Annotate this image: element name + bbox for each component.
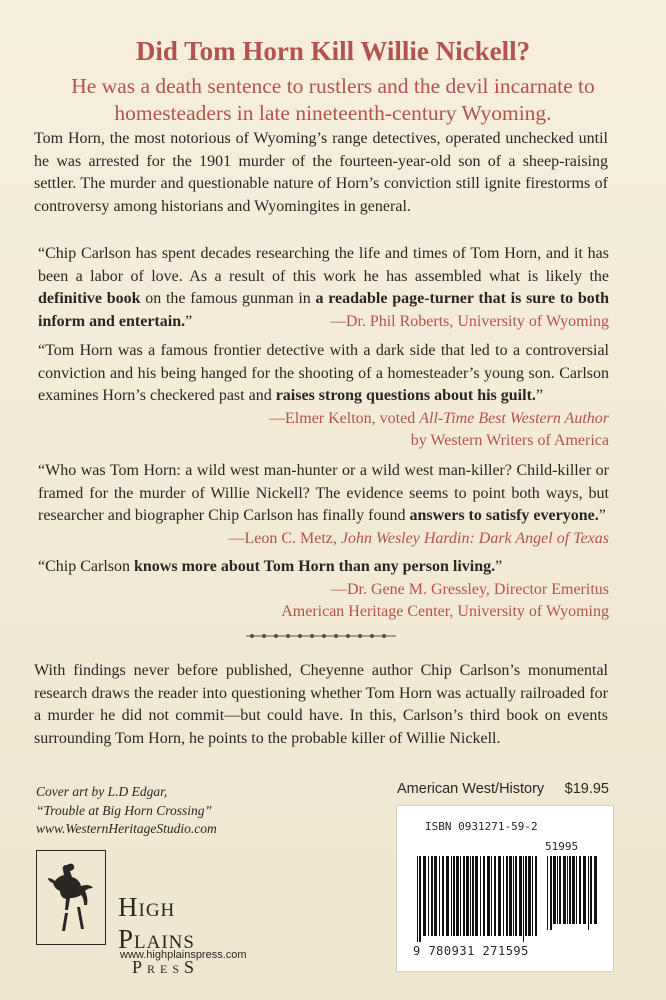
bucking-horse-logo-icon [36, 850, 106, 945]
blurb-2-emphasis: raises strong questions about his guilt. [275, 387, 536, 404]
blurb-1-text-a: “Chip Carlson has spent decades researching the life and times of Tom Horn, and it has been a labor of love. As a result of this work he has assembled what is likely the [38, 245, 609, 285]
isbn-label: ISBN 0931271-59-2 [425, 820, 538, 833]
headline: Did Tom Horn Kill Willie Nickell? [135, 36, 531, 66]
blurb-4-emphasis: knows more about Tom Horn than any person living. [134, 558, 496, 575]
publisher-letter-s: S [184, 957, 200, 977]
blurb-1-emphasis-2: a readable page-turner that is sure to both inform and entertain. [38, 290, 610, 330]
publisher-word-igh: IGH [138, 900, 176, 921]
publisher-logo [118, 893, 248, 978]
blurb-2-attribution [38, 408, 609, 431]
blurb-3-attribution-title: John Wesley Hardin: Dark Angel of Texas [340, 529, 609, 547]
publisher-website: www.highplainspress.com [120, 949, 247, 961]
publisher-word-res: RES [147, 962, 185, 976]
blurb-2-close-quote: ” [535, 387, 543, 404]
barcode-panel [396, 805, 614, 972]
blurb-3-close-quote: ” [598, 507, 606, 524]
publisher-letter-p2: P [132, 957, 148, 977]
publisher-word-lains: LAINS [134, 932, 195, 953]
category-price-row [397, 781, 609, 797]
category-label: American West/History [397, 781, 545, 797]
blurb-1-attribution: —Dr. Phil Roberts, University of Wyoming [329, 312, 609, 330]
price-code-label: 51995 [545, 840, 579, 853]
blurb-4 [38, 556, 609, 624]
barcode-number: 9 780931 271595 [413, 944, 529, 958]
blurb-3-attribution [38, 528, 609, 551]
publisher-letter-h: H [118, 892, 139, 922]
blurb-3 [38, 460, 609, 550]
ean-barcode-icon [417, 856, 541, 942]
credit-line-2: “Trouble at Big Horn Crossing” [36, 802, 213, 818]
blurb-3-attribution-name: —Leon C. Metz, [228, 529, 341, 547]
intro-paragraph: Tom Horn, the most notorious of Wyoming’s range detectives, operated unchecked until he was arrested for the 1901 murder of the fourteen-year-old son of a sheep-raising settler. The murder and questionable nature of Horn’s conviction still ignite firestorms of controversy among historians and Wyomingites in general. [34, 130, 608, 215]
blurb-4-attribution: —Dr. Gene M. Gressley, Director Emeritus [331, 580, 609, 598]
blurb-2-attribution-name: —Elmer Kelton, voted [269, 409, 420, 427]
blurb-3-emphasis: answers to satisfy everyone. [409, 507, 599, 524]
closing-paragraph: With findings never before published, Cheyenne author Chip Carlson’s monumental research draws the reader into questioning whether Tom Horn was actually railroaded for a murder he did not commit—but could have. In this, Carlson’s third book on events surrounding Tom Horn, he points to the probable killer of Willie Nickell. [34, 662, 608, 747]
blurb-4-close-quote: ” [495, 558, 503, 575]
blurb-2-attribution-title: All-Time Best Western Author [419, 409, 609, 427]
blurb-1-emphasis-1: definitive book [38, 290, 141, 307]
credit-line-1: Cover art by L.D Edgar, [36, 784, 168, 799]
cover-art-credit [36, 783, 296, 839]
blurb-1-text-c: on the famous gunman in [140, 290, 316, 307]
publisher-letter-p: P [118, 924, 135, 954]
credit-website: www.WesternHeritageStudio.com [36, 821, 217, 836]
blurb-4-attribution-line2: American Heritage Center, University of Wyoming [281, 603, 609, 620]
blurb-1-close-quote: ” [185, 312, 193, 330]
blurb-2-text-a: “Tom Horn was a famous frontier detective with a dark side that led to a controversial conviction and his being hanged for the shooting of a homesteader’s young son. Carlson examines Horn’s checkered past and [38, 342, 609, 404]
blurb-2-attribution-line2: by Western Writers of America [410, 432, 609, 449]
blurb-1 [38, 243, 609, 333]
blurb-3-text-a: “Who was Tom Horn: a wild west man-hunter or a wild west man-killer? Child-killer or framed for the murder of Willie Nickell? The evidence seems to point both ways, but researcher and biographer Chip Carlson has finally found [38, 462, 609, 524]
publisher-name-line1 [118, 893, 248, 957]
ornamental-divider [246, 632, 396, 640]
price-label: $19.95 [564, 781, 609, 797]
blurb-2 [38, 340, 609, 453]
blurb-4-text-a: “Chip Carlson [38, 558, 134, 575]
price-addon-barcode-icon [547, 856, 599, 930]
subhead: He was a death sentence to rustlers and the devil incarnate to homesteaders in late nineteenth-century Wyoming. [71, 74, 595, 125]
